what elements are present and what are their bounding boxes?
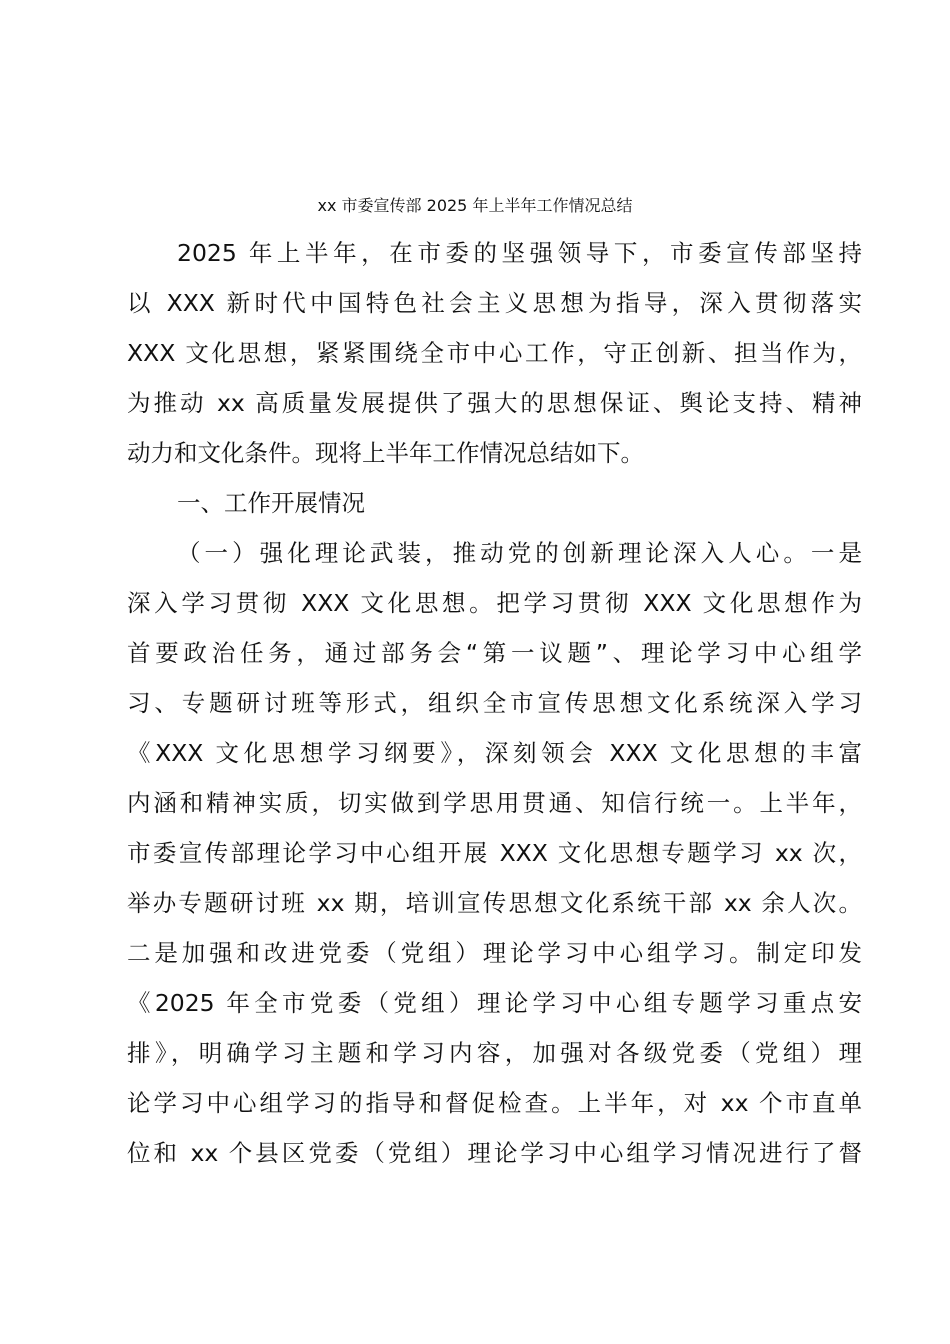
heading-text: 一、工作开展情况 <box>177 489 365 517</box>
text-line: 位和 xx 个县区党委（党组）理论学习中心组学习情况进行了督 <box>127 1139 862 1167</box>
document-body <box>127 228 862 1178</box>
text-line: 为推动 xx 高质量发展提供了强大的思想保证、舆论支持、精神 <box>127 389 862 417</box>
document-title: xx 市委宣传部 2025 年上半年工作情况总结 <box>317 196 633 215</box>
text-line: 首要政治任务，通过部务会“第一议题”、理论学习中心组学 <box>127 639 862 667</box>
text-line: XXX 文化思想，紧紧围绕全市中心工作，守正创新、担当作为， <box>127 339 862 367</box>
paragraph-intro <box>127 228 862 478</box>
text-line: 以 XXX 新时代中国特色社会主义思想为指导，深入贯彻落实 <box>127 289 862 317</box>
text-line: 动力和文化条件。现将上半年工作情况总结如下。 <box>127 439 644 467</box>
text-line: （一）强化理论武装，推动党的创新理论深入人心。一是 <box>177 539 862 567</box>
text-line: 《2025 年全市党委（党组）理论学习中心组专题学习重点安 <box>127 989 862 1017</box>
paragraph-theory <box>127 528 862 1178</box>
text-line: 市委宣传部理论学习中心组开展 XXX 文化思想专题学习 xx 次， <box>127 839 862 867</box>
text-line: 《XXX 文化思想学习纲要》，深刻领会 XXX 文化思想的丰富 <box>127 739 862 767</box>
text-line: 2025 年上半年，在市委的坚强领导下，市委宣传部坚持 <box>177 239 862 267</box>
text-line: 内涵和精神实质，切实做到学思用贯通、知信行统一。上半年， <box>127 789 862 817</box>
text-line: 深入学习贯彻 XXX 文化思想。把学习贯彻 XXX 文化思想作为 <box>127 589 862 617</box>
text-line: 举办专题研讨班 xx 期，培训宣传思想文化系统干部 xx 余人次。 <box>127 889 862 917</box>
text-line: 排》，明确学习主题和学习内容，加强对各级党委（党组）理 <box>127 1039 862 1067</box>
text-line: 习、专题研讨班等形式，组织全市宣传思想文化系统深入学习 <box>127 689 862 717</box>
text-line: 二是加强和改进党委（党组）理论学习中心组学习。制定印发 <box>127 939 862 967</box>
section-heading <box>127 478 862 528</box>
text-line: 论学习中心组学习的指导和督促检查。上半年，对 xx 个市直单 <box>127 1089 862 1117</box>
